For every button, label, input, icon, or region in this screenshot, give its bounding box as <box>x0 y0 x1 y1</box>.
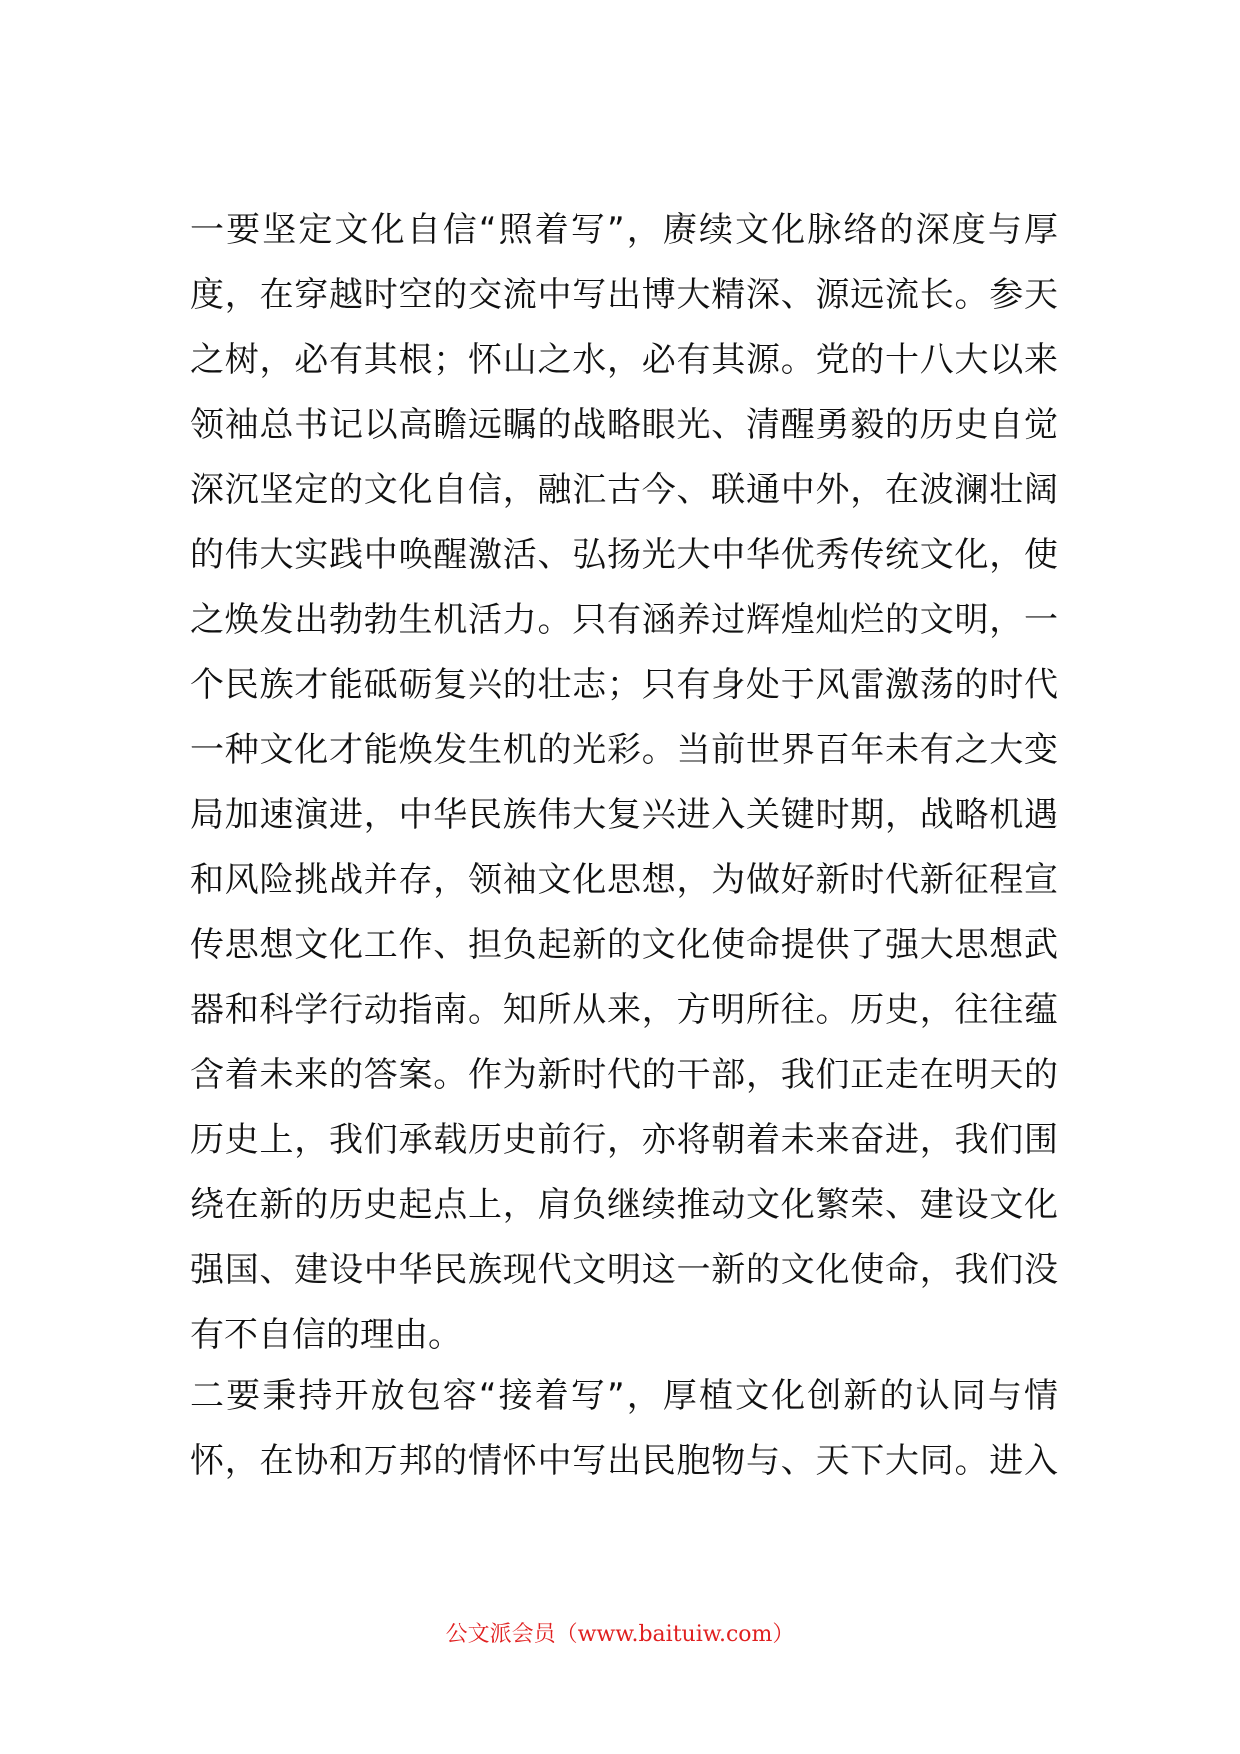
text-line: 绕在新的历史起点上，肩负继续推动文化繁荣、建设文化 <box>190 1185 1058 1225</box>
text-line: 和风险挑战并存，领袖文化思想，为做好新时代新征程宣 <box>190 860 1058 900</box>
text-line: 二要秉持开放包容“接着写”，厚植文化创新的认同与情 <box>190 1376 1058 1416</box>
text-line: 之树，必有其根；怀山之水，必有其源。党的十八大以来 <box>190 340 1058 380</box>
text-line: 深沉坚定的文化自信，融汇古今、联通中外，在波澜壮阔 <box>190 470 1058 510</box>
text-line: 器和科学行动指南。知所从来，方明所往。历史，往往蕴 <box>190 990 1058 1030</box>
text-line: 的伟大实践中唤醒激活、弘扬光大中华优秀传统文化，使 <box>190 535 1058 575</box>
text-line: 一种文化才能焕发生机的光彩。当前世界百年未有之大变 <box>190 730 1058 770</box>
text-line: 之焕发出勃勃生机活力。只有涵养过辉煌灿烂的文明，一 <box>190 600 1058 640</box>
text-line: 含着未来的答案。作为新时代的干部，我们正走在明天的 <box>190 1055 1058 1095</box>
text-line: 局加速演进，中华民族伟大复兴进入关键时期，战略机遇 <box>190 795 1058 835</box>
text-line: 有不自信的理由。 <box>190 1315 462 1355</box>
text-line: 传思想文化工作、担负起新的文化使命提供了强大思想武 <box>190 925 1058 965</box>
text-line: 怀，在协和万邦的情怀中写出民胞物与、天下大同。进入 <box>190 1441 1058 1481</box>
footer-watermark: 公文派会员（www.baituiw.com） <box>445 1622 795 1647</box>
text-line: 领袖总书记以高瞻远瞩的战略眼光、清醒勇毅的历史自觉 <box>190 405 1058 445</box>
text-line: 一要坚定文化自信“照着写”，赓续文化脉络的深度与厚 <box>190 210 1058 250</box>
text-line: 历史上，我们承载历史前行，亦将朝着未来奋进，我们围 <box>190 1120 1058 1160</box>
text-line: 个民族才能砥砺复兴的壮志；只有身处于风雷激荡的时代 <box>190 665 1058 705</box>
text-line: 强国、建设中华民族现代文明这一新的文化使命，我们没 <box>190 1250 1058 1290</box>
paragraph-1 <box>190 198 1058 1368</box>
paragraph-2 <box>190 1364 1058 1494</box>
text-line: 度，在穿越时空的交流中写出博大精深、源远流长。参天 <box>190 275 1058 315</box>
